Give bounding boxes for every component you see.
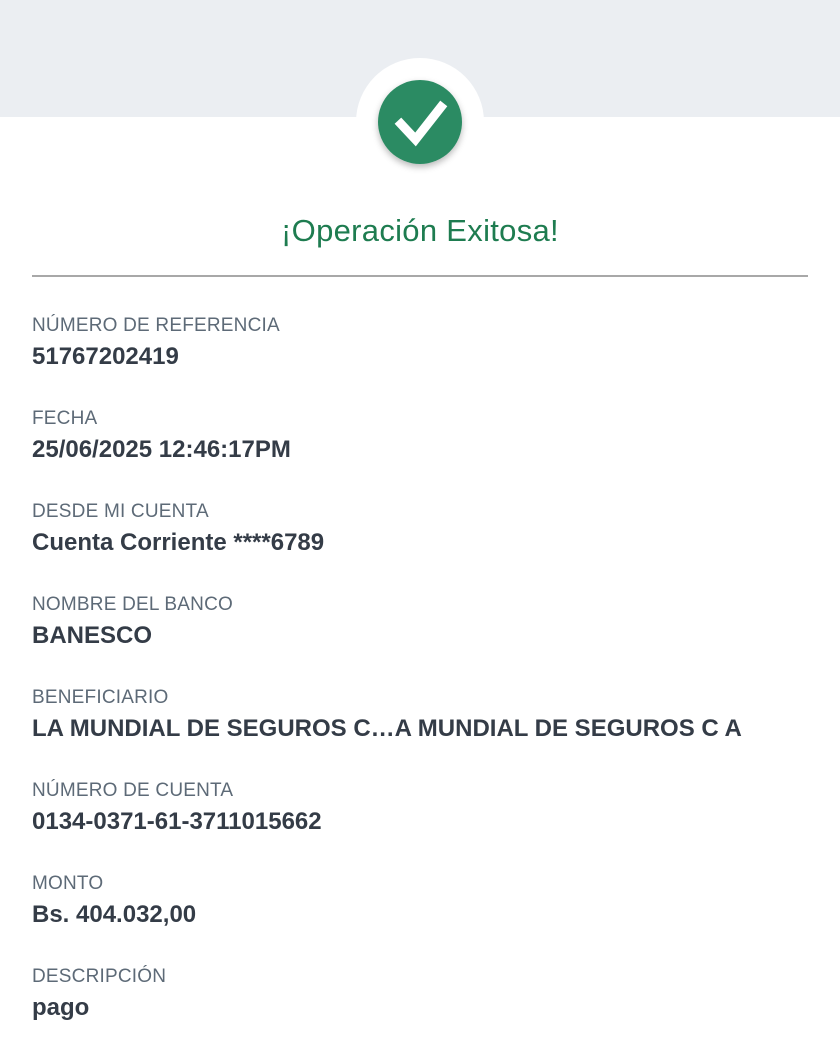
detail-row-beneficiario — [32, 685, 808, 744]
check-icon — [378, 80, 462, 164]
page-title: ¡Operación Exitosa! — [281, 213, 559, 248]
detail-label: DESDE MI CUENTA — [32, 501, 209, 522]
detail-label: NOMBRE DEL BANCO — [32, 594, 233, 615]
detail-row-desde-mi-cuenta — [32, 499, 808, 558]
header-band — [0, 0, 840, 117]
detail-label: NÚMERO DE REFERENCIA — [32, 315, 280, 336]
detail-row-referencia — [32, 313, 808, 372]
detail-label: BENEFICIARIO — [32, 687, 169, 708]
detail-value: Cuenta Corriente ****6789 — [32, 529, 325, 556]
detail-row-fecha — [32, 406, 808, 465]
detail-value: 25/06/2025 12:46:17PM — [32, 436, 291, 463]
detail-row-numero-de-cuenta — [32, 778, 808, 837]
transaction-details — [0, 277, 840, 1023]
success-badge — [356, 58, 484, 186]
detail-value: 0134-0371-61-3711015662 — [32, 808, 322, 835]
detail-label: MONTO — [32, 873, 104, 894]
detail-row-descripcion — [32, 964, 808, 1023]
detail-row-nombre-del-banco — [32, 592, 808, 651]
detail-row-monto — [32, 871, 808, 930]
detail-value: BANESCO — [32, 622, 153, 649]
detail-value: pago — [32, 994, 90, 1021]
detail-label: DESCRIPCIÓN — [32, 966, 167, 987]
detail-label: NÚMERO DE CUENTA — [32, 780, 234, 801]
detail-value: Bs. 404.032,00 — [32, 901, 197, 928]
detail-value: LA MUNDIAL DE SEGUROS C…A MUNDIAL DE SEGUROS C A — [32, 715, 742, 742]
detail-value: 51767202419 — [32, 343, 179, 370]
detail-label: FECHA — [32, 408, 98, 429]
